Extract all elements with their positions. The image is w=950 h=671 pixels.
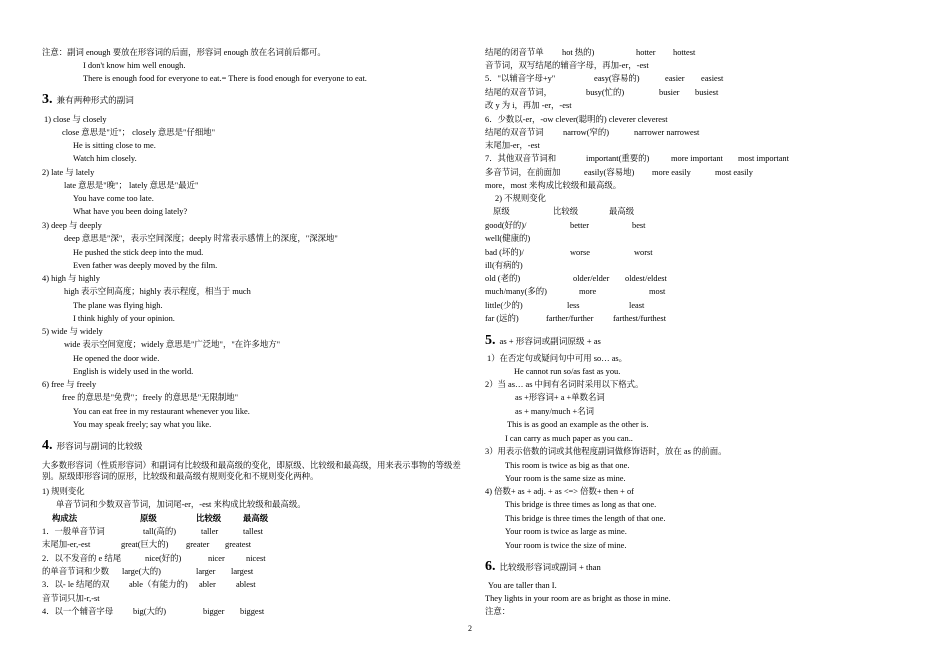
rule-text: 结尾的双音节词， — [485, 88, 552, 97]
word-base: tall(高的) — [143, 527, 177, 536]
irregular-comparative: less — [567, 301, 580, 310]
item-heading: 5) wide 与 widely — [42, 327, 103, 336]
word-comparative: abler — [199, 580, 216, 589]
section-3-heading — [42, 91, 134, 108]
rule-text: 改 y 为 i，再加 -er，-est — [485, 101, 572, 110]
section-paragraph: 大多数形容词（性质形容词）和副词有比较级和最高级的变化，即原级、比较级和最高级，用来表示事物的等级差别。原级即形容词的原形，比较级和最高级有规则变化和不规则变化两种。 — [42, 461, 461, 481]
example-sentence: He pushed the stick deep into the mud. — [73, 248, 204, 257]
word-base: easily(容易地) — [584, 168, 635, 177]
word-base: large(大的) — [122, 567, 161, 576]
item-heading: 2) late 与 lately — [42, 168, 95, 177]
section-number: 5. — [485, 333, 496, 348]
section-title: 形容词与副词的比较级 — [56, 441, 143, 451]
rule-text: 1．一般单音节词 — [42, 527, 105, 536]
word-base: able（有能力的) — [129, 580, 188, 589]
table-header: 构成法 — [52, 514, 78, 523]
irregular-comparative: farther/further — [546, 314, 594, 323]
word-base: busy(忙的) — [586, 88, 625, 97]
subsection-desc: 单音节词和少数双音节词，加词尾-er，-est 来构成比较级和最高级。 — [56, 500, 306, 509]
word-base: important(重要的) — [586, 154, 650, 163]
item-heading: 1) close 与 closely — [44, 115, 107, 124]
example-sentence: What have you been doing lately? — [73, 207, 188, 216]
word-comparative: narrower narrowest — [634, 128, 700, 137]
word-superlative: easiest — [701, 74, 724, 83]
irregular-base: far (远的) — [485, 314, 519, 323]
example-sentence: He opened the door wide. — [73, 354, 160, 363]
section-4-heading — [42, 437, 142, 454]
example-sentence: Your room is twice as large as mine. — [505, 527, 627, 536]
word-superlative: biggest — [240, 607, 265, 616]
item-desc: free 的意思是"免费"；freely 的意思是"无限制地" — [62, 393, 239, 402]
subsection-heading: 2) 不规则变化 — [495, 194, 546, 203]
section-number: 6. — [485, 559, 496, 574]
example-sentence: They lights in your room are as bright as those in mine. — [485, 594, 671, 603]
word-comparative: taller — [201, 527, 219, 536]
word-comparative: more easily — [652, 168, 691, 177]
section-number: 3. — [42, 92, 53, 107]
rule-text: 末尾加-er，-est — [485, 141, 540, 150]
page-number: 2 — [468, 624, 472, 633]
formula: as +形容词+ a +单数名词 — [515, 393, 605, 402]
word-base: great(巨大的) — [121, 540, 169, 549]
subsection-heading: 1) 规则变化 — [42, 487, 85, 496]
table-header: 最高级 — [243, 514, 269, 523]
formula: as + many/much +名词 — [515, 407, 594, 416]
word-superlative: nicest — [246, 554, 266, 563]
rule-text: 1）在否定句或疑问句中可用 so… as。 — [487, 354, 628, 363]
rule-text: 7．其他双音节词和 — [485, 154, 557, 163]
example-sentence: Even father was deeply moved by the film. — [73, 261, 218, 270]
word-comparative: hotter — [636, 48, 656, 57]
word-superlative: largest — [231, 567, 254, 576]
irregular-base: well(健康的) — [485, 234, 531, 243]
enough-note: 注意：副词 enough 要放在形容词的后面，形容词 enough 放在名词前后都可。 — [42, 48, 326, 57]
note-label: 注意： — [485, 607, 511, 616]
example-sentence: This bridge is three times the length of that one. — [505, 514, 666, 523]
example-sentence: English is widely used in the world. — [73, 367, 194, 376]
irregular-base: good(好的)/ — [485, 221, 527, 230]
example-sentence: This room is twice as big as that one. — [505, 461, 630, 470]
example-sentence: This is as good an example as the other is. — [507, 420, 649, 429]
item-desc: late 意思是"晚"； lately 意思是"最近" — [64, 181, 199, 190]
item-heading: 4) high 与 highly — [42, 274, 100, 283]
word-base: hot 热的) — [562, 48, 595, 57]
section-number: 4. — [42, 438, 53, 453]
section-title: 兼有两种形式的副词 — [56, 95, 134, 105]
word-base: narrow(窄的) — [563, 128, 610, 137]
item-desc: wide 表示空间宽度；widely 意思是"广泛地"，"在许多地方" — [64, 340, 281, 349]
word-superlative: most easily — [715, 168, 753, 177]
irregular-base: much/many(多的) — [485, 287, 547, 296]
example-sentence: You can eat free in my restaurant whenever you like. — [73, 407, 250, 416]
word-comparative: easier — [665, 74, 685, 83]
rule-text: 2）当 as… as 中间有名词时采用以下格式。 — [485, 380, 644, 389]
example-sentence: You have come too late. — [73, 194, 154, 203]
word-base: big(大的) — [133, 607, 167, 616]
irregular-superlative: worst — [634, 248, 653, 257]
rule-text: 结尾的双音节词 — [485, 128, 544, 137]
irregular-base: ill(有病的) — [485, 261, 523, 270]
irregular-comparative: older/elder — [573, 274, 610, 283]
rule-text: 4．以一个辅音字母 — [42, 607, 114, 616]
example-sentence: Your room is the same size as mine. — [505, 474, 626, 483]
word-superlative: most important — [738, 154, 789, 163]
example-sentence: This bridge is three times as long as that one. — [505, 500, 657, 509]
example-sentence: I don't know him well enough. — [83, 61, 186, 70]
irregular-superlative: best — [632, 221, 646, 230]
word-superlative: busiest — [695, 88, 719, 97]
table-header: 原级 — [140, 514, 157, 523]
rule-text: 5．"以辅音字母+y" — [485, 74, 556, 83]
example-sentence: He cannot run so/as fast as you. — [514, 367, 621, 376]
item-heading: 3) deep 与 deeply — [42, 221, 102, 230]
irregular-base: bad (坏的)/ — [485, 248, 524, 257]
example-sentence: He is sitting close to me. — [73, 141, 156, 150]
rule-text: 2．以不发音的 e 结尾 — [42, 554, 122, 563]
irregular-superlative: least — [629, 301, 645, 310]
word-comparative: bigger — [203, 607, 225, 616]
section-6-heading — [485, 558, 601, 575]
example-sentence: Watch him closely. — [73, 154, 137, 163]
irregular-base: little(少的) — [485, 301, 523, 310]
table-header: 最高级 — [609, 207, 635, 216]
irregular-comparative: more — [579, 287, 597, 296]
word-superlative: hottest — [673, 48, 696, 57]
rule-text: 的单音节词和少数 — [42, 567, 109, 576]
item-desc: deep 意思是"深"，表示空间深度；deeply 时常表示感情上的深度，"深深地" — [64, 234, 338, 243]
section-title: 比较级形容词或副词 + than — [499, 562, 601, 572]
word-base: easy(容易的) — [594, 74, 640, 83]
rule-text: 4) 倍数+ as + adj. + as <=> 倍数+ then + of — [485, 487, 634, 496]
example-sentence: I can carry as much paper as you can.. — [505, 434, 633, 443]
word-comparative: nicer — [208, 554, 225, 563]
item-heading: 6) free 与 freely — [42, 380, 97, 389]
word-superlative: greatest — [225, 540, 252, 549]
example-sentence: I think highly of your opinion. — [73, 314, 175, 323]
table-header: 比较级 — [553, 207, 579, 216]
example-sentence: The plane was flying high. — [73, 301, 163, 310]
irregular-comparative: better — [570, 221, 590, 230]
rule-text: more，most 来构成比较级和最高级。 — [485, 181, 622, 190]
rule-text: 结尾的闭音节单 — [485, 48, 544, 57]
word-comparative: more important — [671, 154, 723, 163]
table-header: 比较级 — [196, 514, 222, 523]
rule-text: 6．少数以-er，-ow clever(聪明的) cleverer cleverest — [485, 115, 668, 124]
rule-text: 音节词，双写结尾的辅音字母，再加-er，-est — [485, 61, 649, 70]
rule-text: 3）用表示倍数的词或其他程度副词做修饰语时，放在 as 的前面。 — [485, 447, 727, 456]
word-comparative: busier — [659, 88, 680, 97]
rule-text: 多音节词，在前面加 — [485, 168, 561, 177]
rule-text: 3．以- le 结尾的双 — [42, 580, 110, 589]
irregular-superlative: most — [649, 287, 666, 296]
word-superlative: tallest — [243, 527, 264, 536]
example-sentence: You are taller than I. — [488, 581, 557, 590]
irregular-superlative: farthest/furthest — [613, 314, 667, 323]
word-base: nice(好的) — [145, 554, 182, 563]
irregular-base: old (老的) — [485, 274, 521, 283]
irregular-superlative: oldest/eldest — [625, 274, 667, 283]
rule-text: 末尾加-er,-est — [42, 540, 91, 549]
section-title: as + 形容词或副词原级 + as — [499, 336, 601, 346]
word-superlative: ablest — [236, 580, 256, 589]
example-sentence: There is enough food for everyone to eat.= There is food enough for everyone to eat. — [83, 74, 367, 83]
section-5-heading — [485, 332, 601, 349]
rule-text: 音节词只加-r,-st — [42, 594, 100, 603]
word-comparative: larger — [196, 567, 216, 576]
item-desc: high 表示空间高度；highly 表示程度，相当于 much — [64, 287, 251, 296]
table-header: 原级 — [493, 207, 510, 216]
word-comparative: greater — [186, 540, 210, 549]
item-desc: close 意思是"近"； closely 意思是"仔细地" — [62, 128, 216, 137]
irregular-comparative: worse — [570, 248, 591, 257]
example-sentence: Your room is twice the size of mine. — [505, 541, 627, 550]
example-sentence: You may speak freely; say what you like. — [73, 420, 212, 429]
